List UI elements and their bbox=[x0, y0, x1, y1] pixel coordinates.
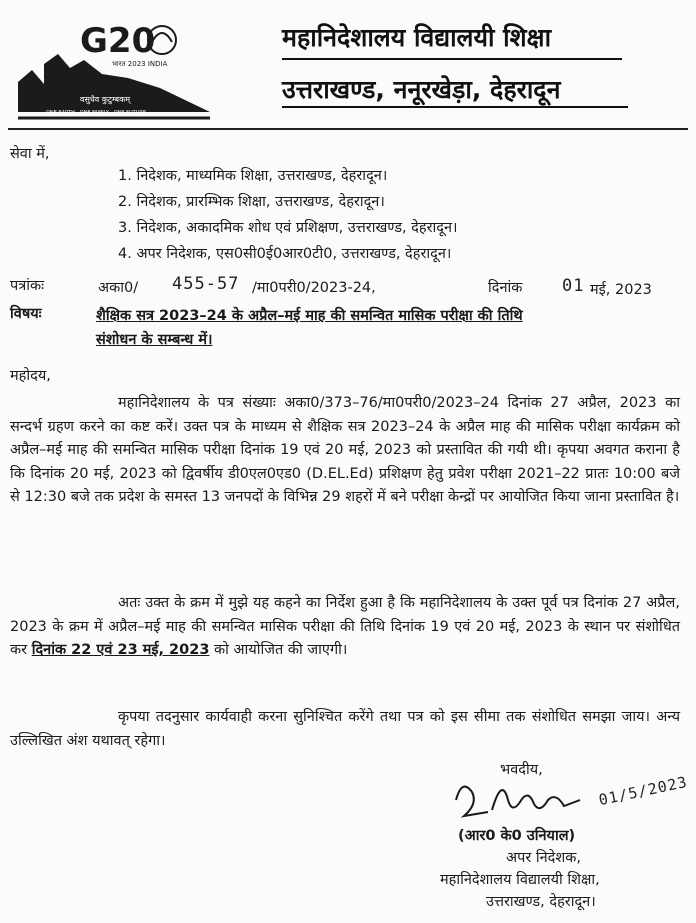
subject-line-2: संशोधन के सम्बन्ध में। bbox=[96, 332, 213, 348]
logo-motto-en: ONE EARTH · ONE FAMILY · ONE FUTURE bbox=[46, 110, 146, 116]
reference-label: पत्रांकः bbox=[10, 278, 45, 294]
revised-exam-dates: दिनांक 22 एवं 23 मई, 2023 bbox=[31, 642, 210, 658]
reference-handwritten-day: 01 bbox=[562, 276, 585, 296]
signatory-name: (आर0 के0 उनियाल) bbox=[458, 828, 576, 844]
g20-logo bbox=[10, 14, 230, 126]
body-paragraph-3: कृपया तदनुसार कार्यवाही करना सुनिश्चित करेंगे तथा पत्र को इस सीमा तक संशोधित समझा जाय। अन्य उल्लिखित अंश यथावत् रहेगा। bbox=[10, 709, 680, 749]
reference-handwritten-number: 455-57 bbox=[172, 274, 240, 294]
addressee-item: 1. निदेशक, माध्यमिक शिक्षा, उत्तराखण्ड, देहरादून। bbox=[118, 168, 388, 184]
body-paragraph-1: महानिदेशालय के पत्र संख्याः अका0/373–76/मा0परी0/2023–24 दिनांक 27 अप्रैल, 2023 का सन्दर्भ ग्रहण करने का कष्ट करें। उक्त पत्र के माध्यम से शैक्षिक सत्र 2023–24 के अप्रैल माह की मासिक परीक्षा कार्यक्रम को अप्रैल–मई माह की समन्वित मासिक परीक्षा दिनांक 19 एवं 20 मई, 2023 को प्रस्तावित की गयी थी। कृपया अवगत कराना है कि दिनांक 20 मई, 2023 को द्विवर्षीय डी0एल0एड0 (D.EL.Ed) प्रशिक्षण हेतु प्रवेश परीक्षा 2021–22 प्रातः 10:00 बजे से 12:30 बजे तक प्रदेश के समस्त 13 जनपदों के विभिन्न 29 शहरों में बने परीक्षा केन्द्रों पर आयोजित किया जाना प्रस्तावित है। bbox=[10, 395, 680, 505]
header-underline bbox=[282, 106, 628, 108]
signatory-place: उत्तराखण्ड, देहरादून। bbox=[486, 894, 596, 910]
logo-motto-hi: वसुधैव कुटुम्बकम् bbox=[80, 95, 131, 104]
greeting: महोदय, bbox=[10, 368, 51, 384]
organization-name: महानिदेशालय विद्यालयी शिक्षा bbox=[282, 23, 552, 52]
subject-line-1: शैक्षिक सत्र 2023–24 के अप्रैल–मई माह की समन्वित मासिक परीक्षा की तिथि bbox=[96, 308, 523, 324]
reference-suffix: /मा0परी0/2023-24, bbox=[252, 280, 376, 296]
addressee-item: 2. निदेशक, प्रारम्भिक शिक्षा, उत्तराखण्ड, देहरादून। bbox=[118, 194, 385, 210]
organization-address: उत्तराखण्ड, ननूरखेड़ा, देहरादून bbox=[282, 75, 561, 104]
logo-tagline: भारत 2023 INDIA bbox=[112, 60, 168, 68]
addressee-item: 4. अपर निदेशक, एस0सी0ई0आर0टी0, उत्तराखण्ड, देहरादून। bbox=[118, 246, 452, 262]
g20-mark: G20 bbox=[80, 21, 156, 61]
header-underline bbox=[282, 58, 622, 60]
closing: भवदीय, bbox=[500, 762, 543, 778]
body-paragraph-2 bbox=[10, 592, 680, 663]
reference-date: मई, 2023 bbox=[590, 282, 652, 298]
subject-label: विषयः bbox=[10, 306, 42, 322]
signature-date: 01/5/2023 bbox=[597, 772, 690, 810]
signatory-designation: अपर निदेशक, bbox=[506, 850, 581, 866]
header-divider bbox=[8, 128, 688, 130]
reference-date-label: दिनांक bbox=[488, 280, 523, 296]
signatory-office: महानिदेशालय विद्यालयी शिक्षा, bbox=[440, 872, 600, 888]
body-paragraph-2-end: को आयोजित की जाएगी। bbox=[214, 642, 348, 658]
body-paragraph-2-text: अतः उक्त के क्रम में मुझे यह कहने का निर्देश हुआ है कि महानिदेशालय के उक्त पूर्व पत्र दिनांक 27 अप्रैल, 2023 के क्रम में अप्रैल–मई माह की समन्वित मासिक परीक्षा की तिथि दिनांक 19 एवं 20 मई, 2023 के स्थान पर संशोधित कर bbox=[10, 595, 680, 658]
addressee-item: 3. निदेशक, अकादमिक शोध एवं प्रशिक्षण, उत्तराखण्ड, देहरादून। bbox=[118, 220, 458, 236]
reference-prefix: अका0/ bbox=[98, 280, 139, 296]
salutation-to: सेवा में, bbox=[10, 146, 50, 162]
